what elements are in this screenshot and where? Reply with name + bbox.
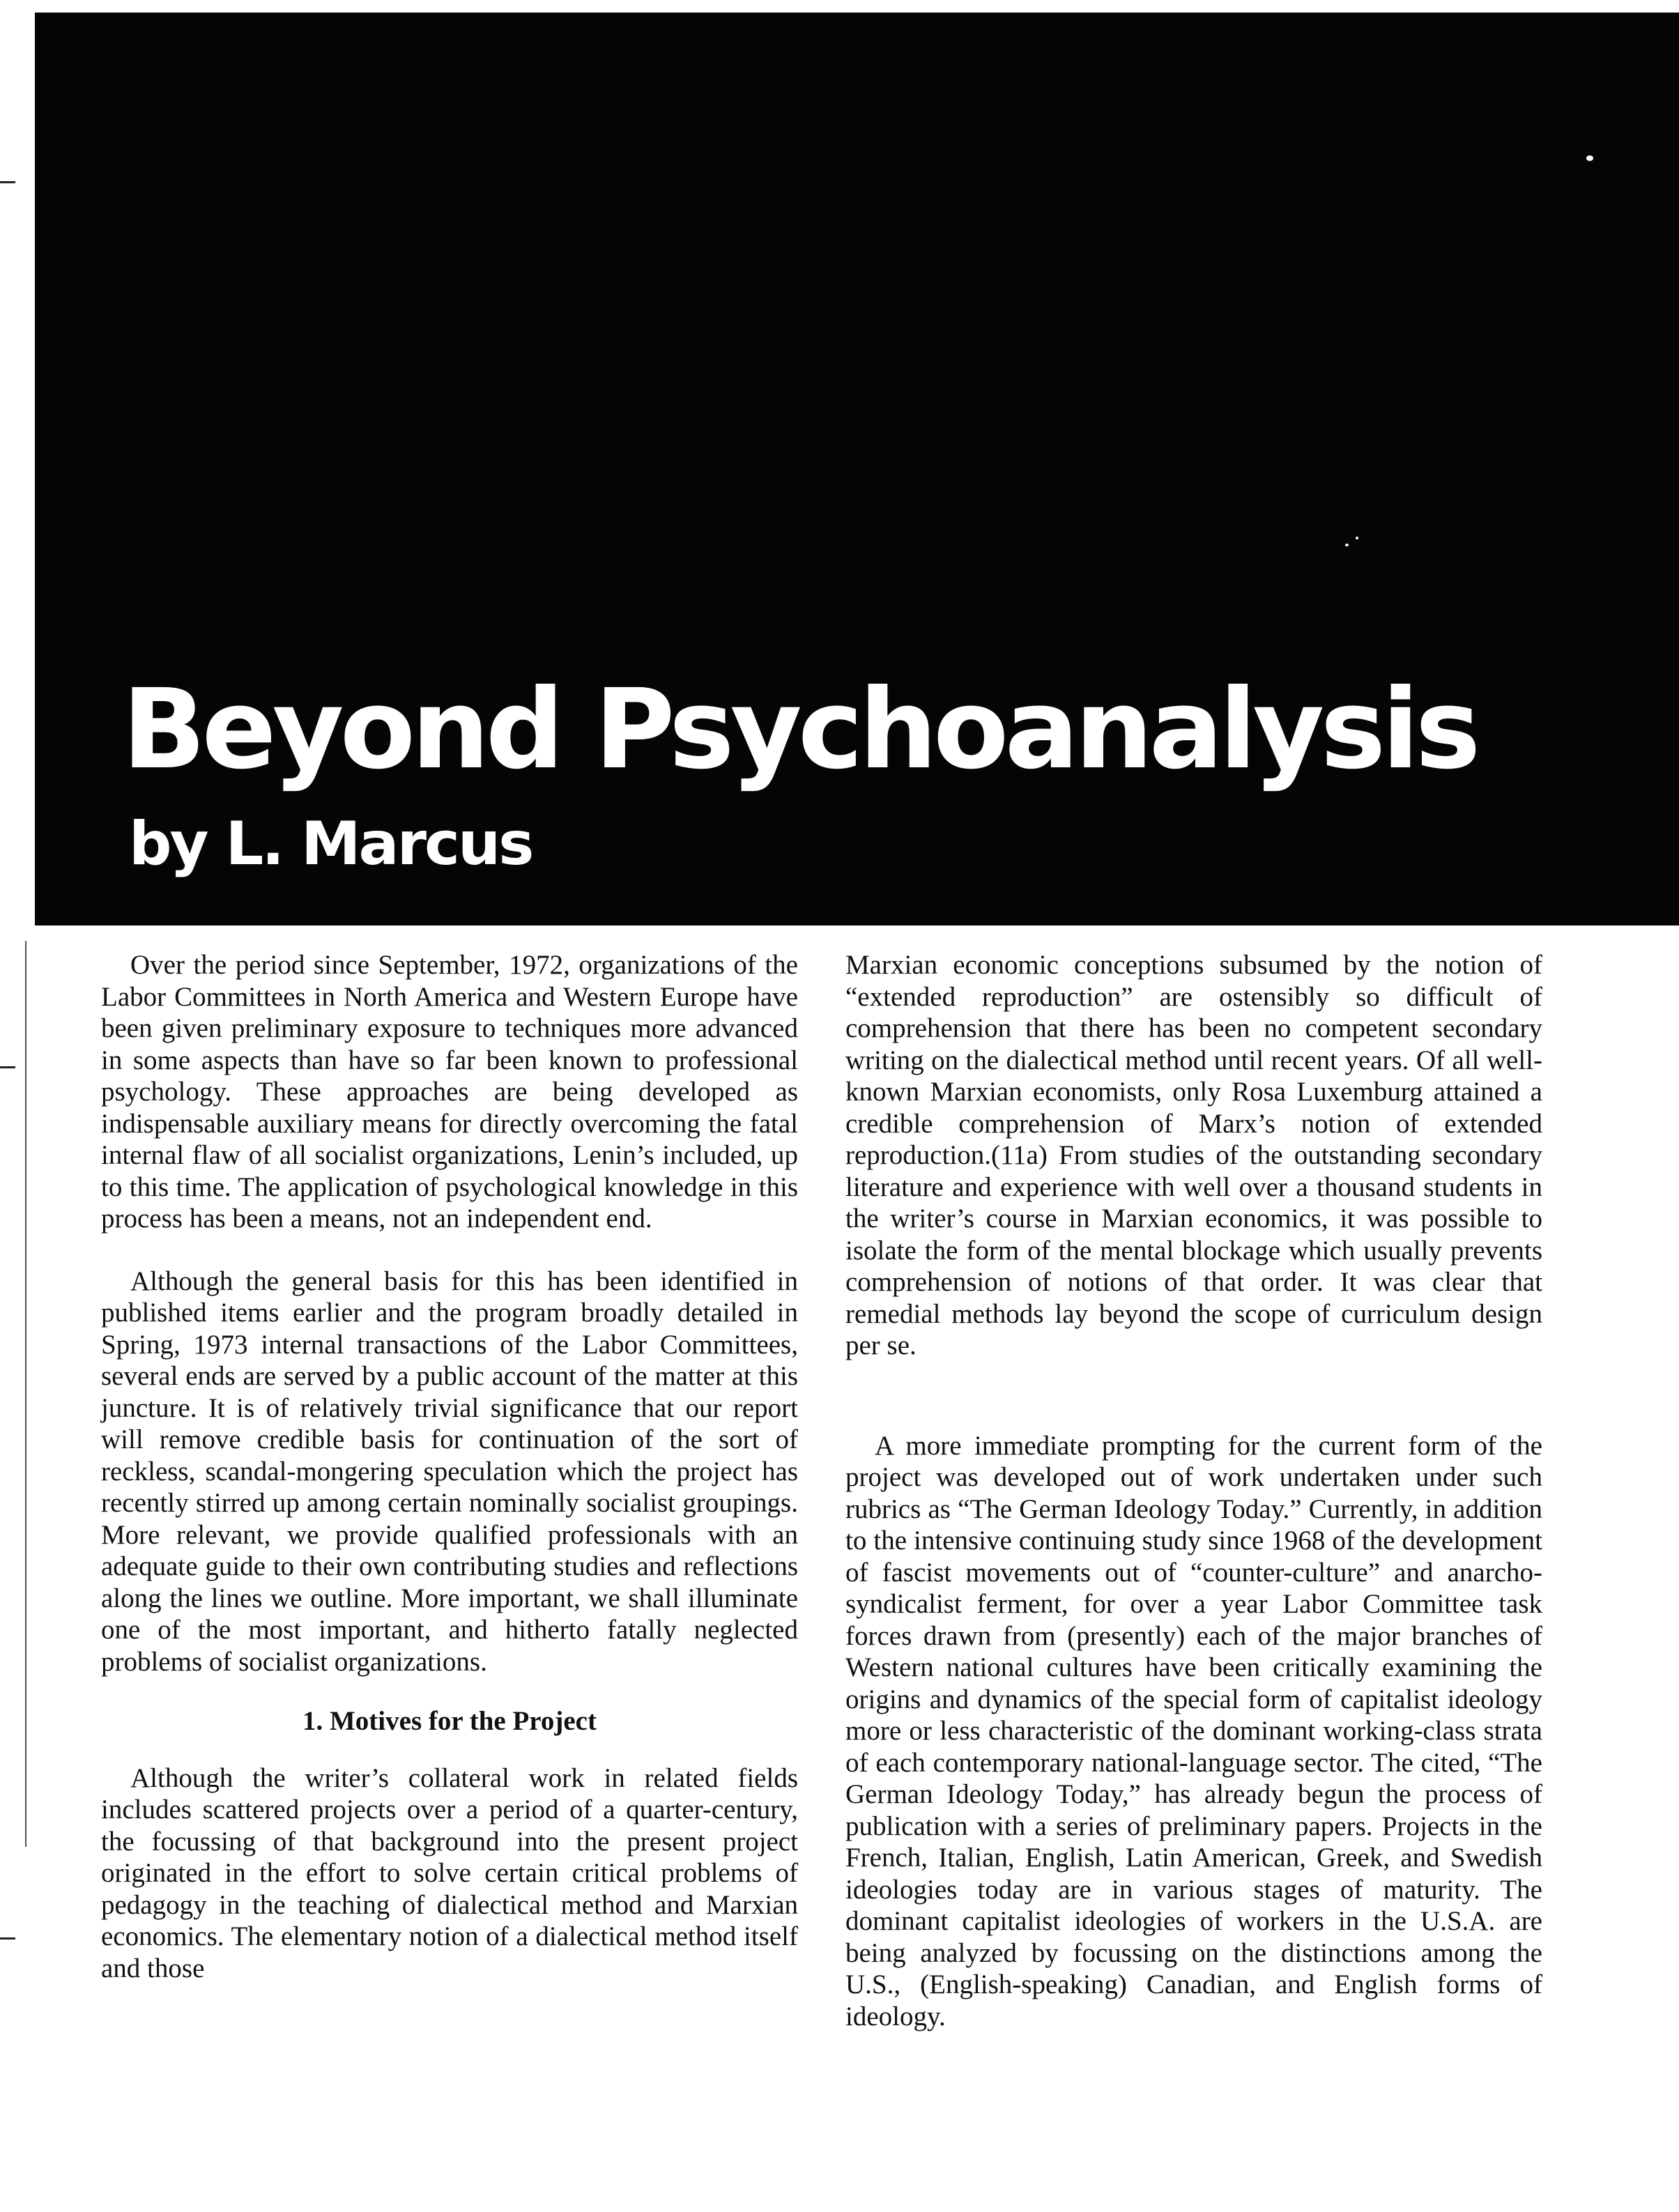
margin-tick: [0, 181, 15, 183]
banner-speck: [1345, 544, 1349, 546]
body-paragraph: Over the period since September, 1972, organizations of the Labor Committees in North America and Western Europe have been given preliminary exposure to techniques more advanced in some aspects than have so far been known to professional psychology. These approaches are being developed as indispensable auxiliary means for directly overcoming the fatal internal flaw of all socialist organizations, Lenin’s included, up to this time. The application of psychological knowledge in this process has been a means, not an independent end.: [101, 950, 798, 1234]
body-paragraph: Marxian economic conceptions subsumed by the notion of “extended reproduction” are ostensibly so difficult of comprehension that there has been no competent secondary writing on the dialectical method until recent years. Of all well-known Marxian economists, only Rosa Luxemburg attained a credible comprehension of Marx’s notion of extended reproduction.(11a) From studies of the outstanding secondary literature and experience with well over a thousand students in the writer’s course in Marxian economics, it was possible to isolate the form of the mental blockage which usually prevents comprehension of notions of that order. It was clear that remedial methods lay beyond the scope of curriculum design per se.: [845, 950, 1542, 1360]
section-heading: 1. Motives for the Project: [302, 1706, 597, 1736]
margin-rule: [25, 941, 26, 1847]
article-title: Beyond Psychoanalysis: [122, 666, 1477, 794]
body-paragraph: A more immediate prompting for the current form of the project was developed out of work undertaken under such rubrics as “The German Ideology Today.” Currently, in addition to the intensive continuing study since 1968 of the development of fascist movements out of “counter-culture” and anarcho-syndicalist ferment, for over a year Labor Committee task forces drawn from (presently) each of the major branches of Western national cultures have been critically examining the origins and dynamics of the special form of capitalist ideology more or less characteristic of the dominant working-class strata of each contemporary national-language sector. The cited, “The German Ideology Today,” has already begun the process of publication with a series of preliminary papers. Projects in the French, Italian, English, Latin American, Greek, and Swedish ideologies today are in various stages of maturity. The dominant capitalist ideologies of workers in the U.S.A. are being analyzed by focussing on the distinctions among the U.S., (English-speaking) Canadian, and English forms of ideology.: [845, 1430, 1542, 2031]
margin-tick: [0, 1066, 15, 1068]
title-banner: [35, 13, 1679, 925]
left-column: [101, 949, 798, 1984]
margin-tick: [0, 1937, 15, 1940]
banner-speck: [1356, 537, 1358, 539]
body-paragraph: Although the general basis for this has been identified in published items earlier and the program broadly detailed in Spring, 1973 internal transactions of the Labor Committees, several ends are served by a public account of the matter at this juncture. It is of relatively trivial significance that our report will remove credible basis for continuation of the sort of reckless, scandal-mongering speculation which the project has recently stirred up among certain nominally socialist groupings. More relevant, we provide qualified professionals with an adequate guide to their own contributing studies and reflections along the lines we outline. More important, we shall illuminate one of the most important, and hitherto fatally neglected problems of socialist organizations.: [101, 1266, 798, 1677]
body-paragraph: Although the writer’s collateral work in related fields includes scattered projects over a period of a quarter-century, the focussing of that background into the present project originated in the effort to solve certain critical problems of pedagogy in the teaching of dialectical method and Marxian economics. The elementary notion of a dialectical method itself and those: [101, 1762, 798, 1983]
right-column: [845, 949, 1542, 2032]
banner-speck: [1586, 155, 1593, 161]
article-byline: by L. Marcus: [129, 809, 532, 879]
